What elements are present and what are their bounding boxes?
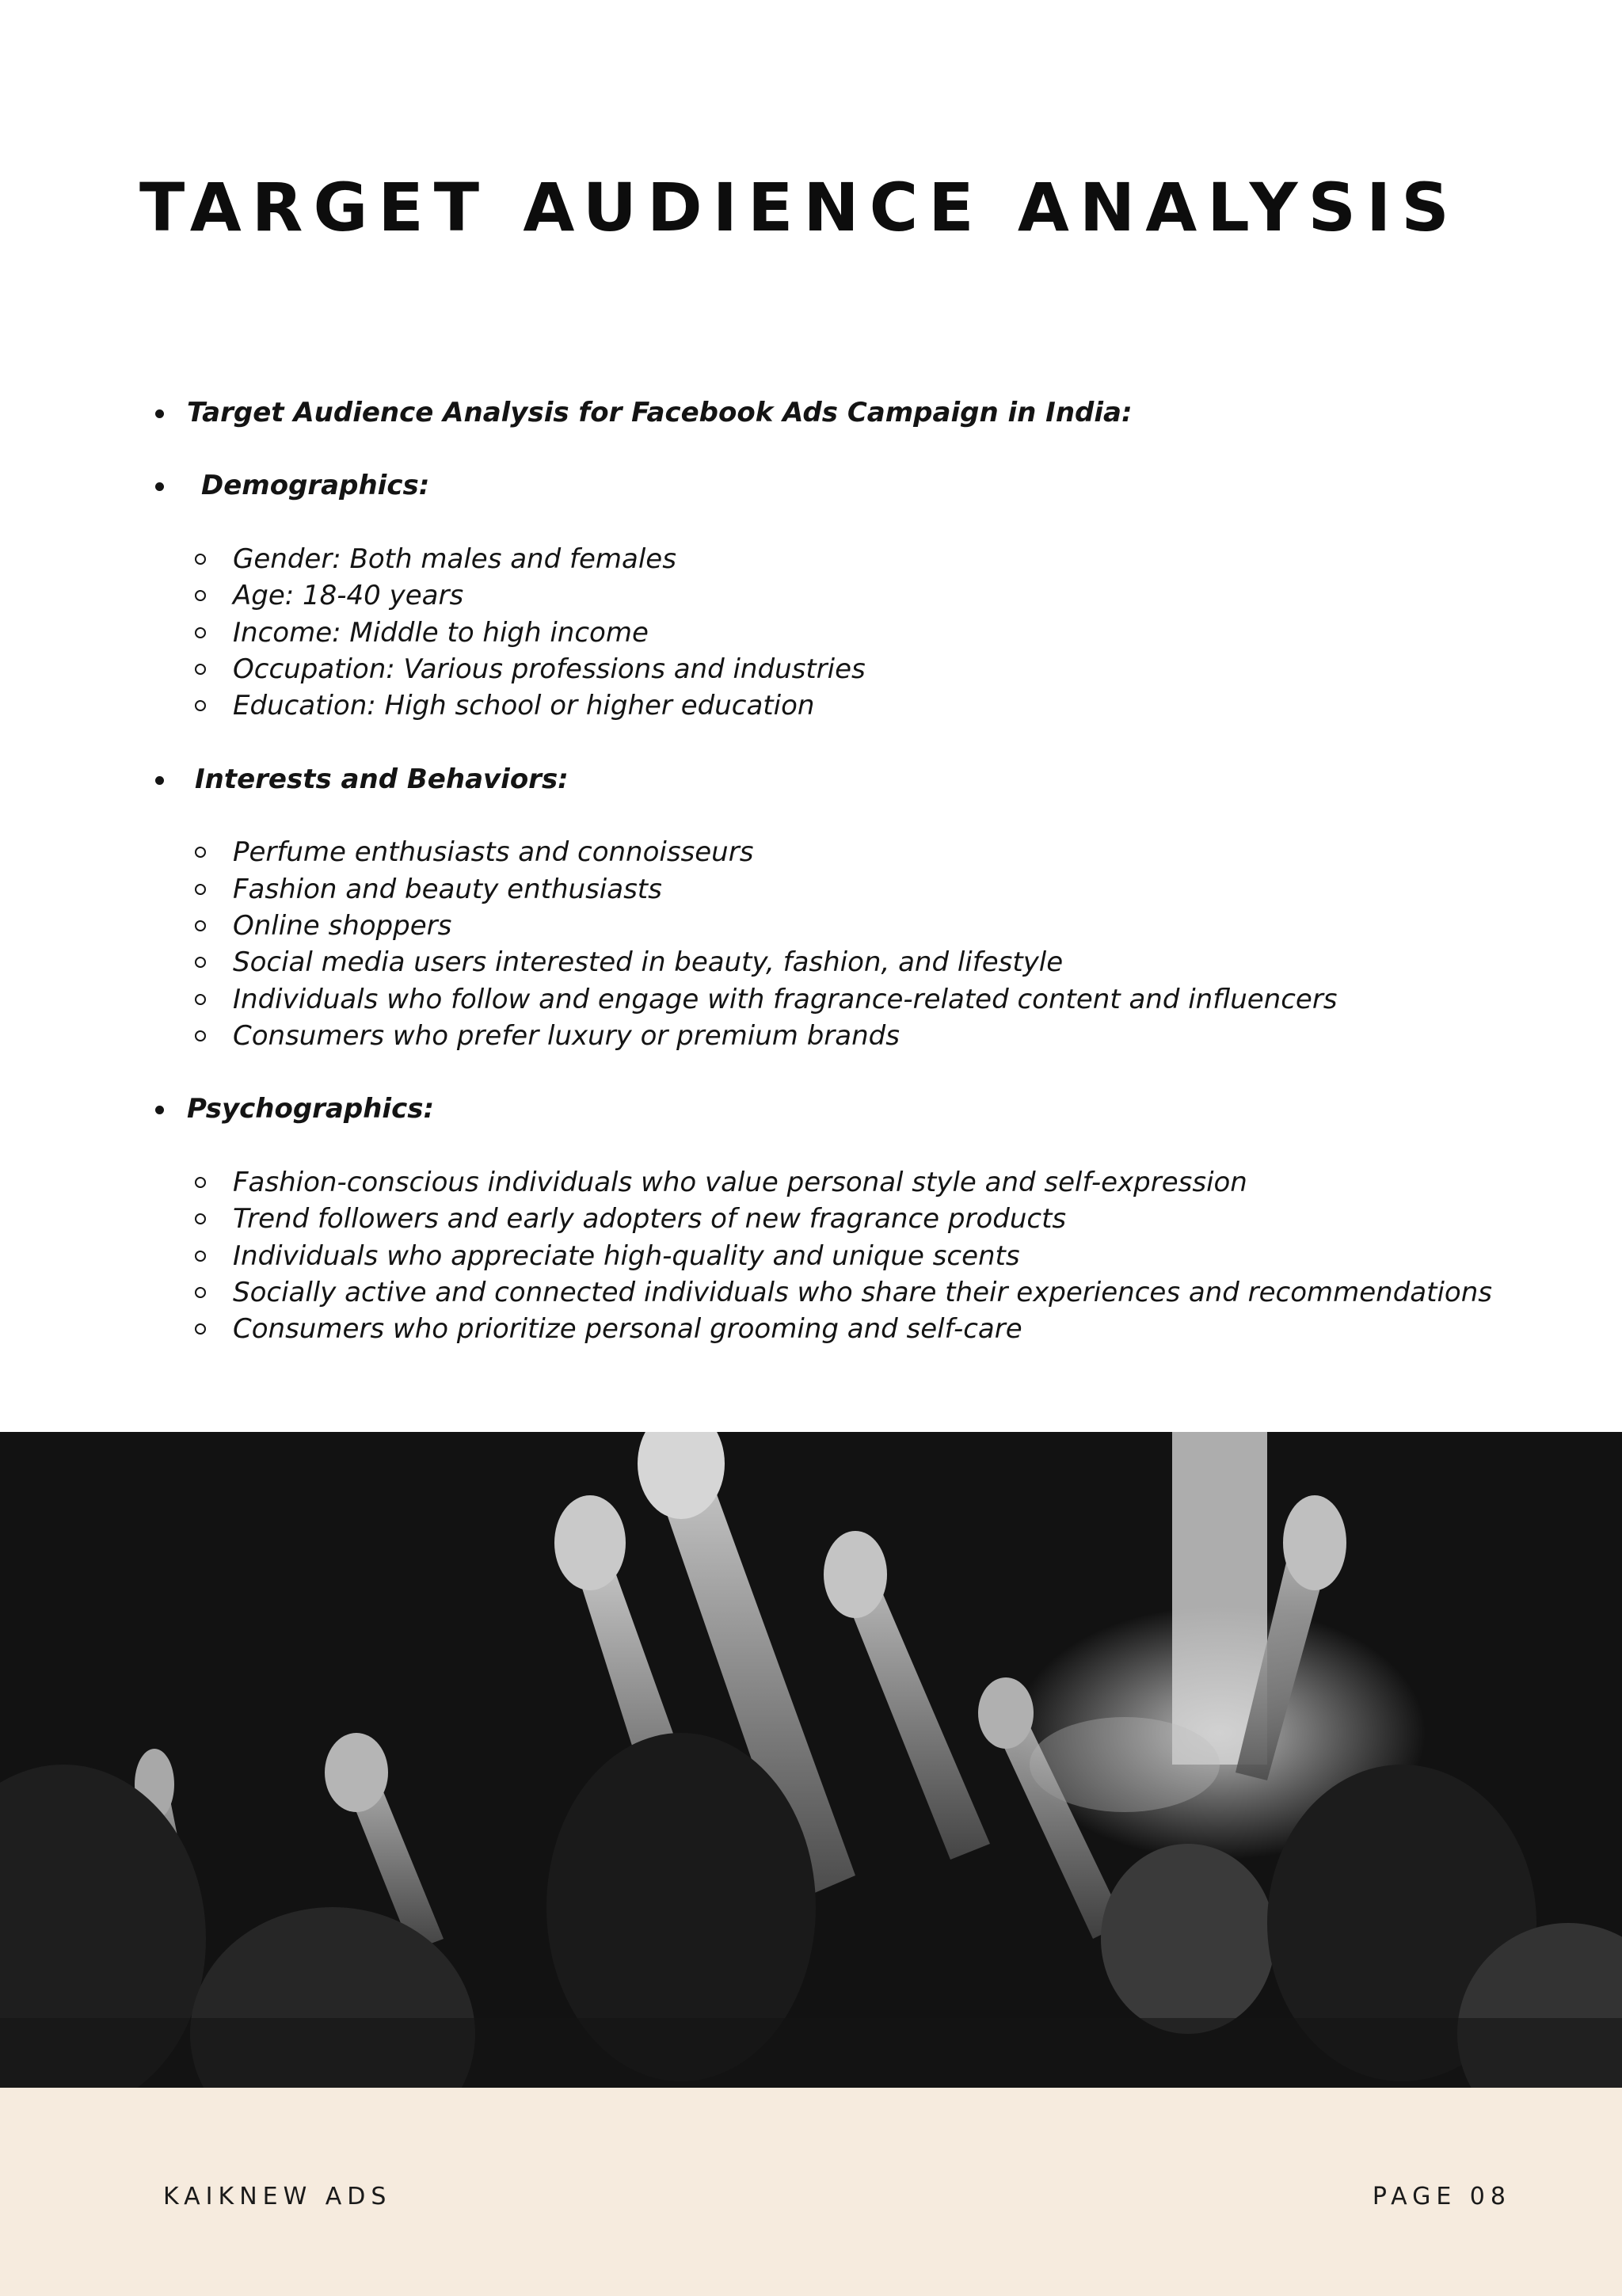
section-heading-label: Psychographics:: [187, 1093, 435, 1125]
list-item: [195, 651, 1497, 687]
section-heading: [150, 394, 1497, 431]
list-item: [195, 1201, 1497, 1237]
circle-bullet-icon: [195, 957, 206, 968]
list-item: [195, 1274, 1497, 1311]
page-title: TARGET AUDIENCE ANALYSIS: [139, 169, 1460, 246]
list-item-text: Fashion and beauty enthusiasts: [233, 873, 662, 905]
list-item: [195, 1311, 1497, 1347]
circle-bullet-icon: [195, 1177, 206, 1188]
section-heading: [150, 761, 1497, 798]
list-item-text: Age: 18-40 years: [233, 580, 464, 612]
list-item-text: Trend followers and early adopters of new fragrance products: [233, 1203, 1067, 1236]
audience-analysis-content: [150, 394, 1497, 1348]
circle-bullet-icon: [195, 1251, 206, 1262]
list-item: [195, 577, 1497, 614]
list-item: [195, 944, 1497, 980]
list-item: [195, 687, 1497, 724]
list-item: [195, 871, 1497, 908]
list-item-text: Income: Middle to high income: [233, 616, 649, 649]
section-interests-behaviors: [150, 761, 1497, 1055]
list-item: [195, 908, 1497, 944]
section-heading-label: Target Audience Analysis for Facebook Ads Campaign in India:: [187, 397, 1133, 428]
circle-bullet-icon: [195, 1287, 206, 1298]
crowd-hands-illustration: [0, 1432, 1622, 2088]
list-item: [195, 1164, 1497, 1201]
footer-brand: KAIKNEW ADS: [163, 2183, 392, 2210]
circle-bullet-icon: [195, 847, 206, 858]
list-item: [195, 1018, 1497, 1054]
section-heading-label: Interests and Behaviors:: [195, 763, 569, 795]
bullet-icon: [155, 1106, 164, 1114]
list-item-text: Fashion-conscious individuals who value personal style and self-expression: [233, 1166, 1247, 1198]
list-item: [195, 1238, 1497, 1274]
list-item: [195, 981, 1497, 1018]
bullet-icon: [155, 409, 164, 418]
circle-bullet-icon: [195, 1213, 206, 1224]
circle-bullet-icon: [195, 920, 206, 931]
list-item-text: Social media users interested in beauty, fashion, and lifestyle: [233, 946, 1064, 979]
section-heading: [150, 1091, 1497, 1127]
circle-bullet-icon: [195, 700, 206, 711]
section-psychographics: [150, 1091, 1497, 1347]
bullet-icon: [155, 776, 164, 785]
circle-bullet-icon: [195, 1323, 206, 1335]
list-item-text: Consumers who prioritize personal grooming and self-care: [233, 1313, 1022, 1346]
interests-list: [150, 834, 1497, 1054]
list-item: [195, 615, 1497, 651]
section-intro: [150, 394, 1497, 431]
list-item: [195, 834, 1497, 870]
circle-bullet-icon: [195, 664, 206, 675]
circle-bullet-icon: [195, 994, 206, 1005]
list-item-text: Socially active and connected individuals who share their experiences and recommendations: [233, 1277, 1492, 1309]
page-footer: [0, 2088, 1622, 2296]
list-item-text: Education: High school or higher education: [233, 690, 815, 722]
bullet-icon: [155, 482, 164, 491]
list-item-text: Gender: Both males and females: [233, 543, 676, 575]
section-demographics: [150, 467, 1497, 724]
section-heading-label: Demographics:: [201, 470, 430, 502]
list-item-text: Perfume enthusiasts and connoisseurs: [233, 836, 754, 869]
circle-bullet-icon: [195, 884, 206, 895]
demographics-list: [150, 541, 1497, 725]
circle-bullet-icon: [195, 554, 206, 565]
list-item-text: Occupation: Various professions and industries: [233, 653, 866, 685]
crowd-hands-photo: [0, 1432, 1622, 2088]
list-item-text: Individuals who appreciate high-quality and unique scents: [233, 1239, 1020, 1272]
list-item-text: Consumers who prefer luxury or premium brands: [233, 1020, 900, 1053]
list-item: [195, 541, 1497, 577]
list-item-text: Individuals who follow and engage with fragrance-related content and influencers: [233, 983, 1338, 1015]
psychographics-list: [150, 1164, 1497, 1348]
circle-bullet-icon: [195, 590, 206, 601]
circle-bullet-icon: [195, 1030, 206, 1041]
section-heading: [150, 467, 1497, 504]
circle-bullet-icon: [195, 627, 206, 638]
page-number: PAGE 08: [1372, 2183, 1511, 2210]
list-item-text: Online shoppers: [233, 909, 452, 942]
